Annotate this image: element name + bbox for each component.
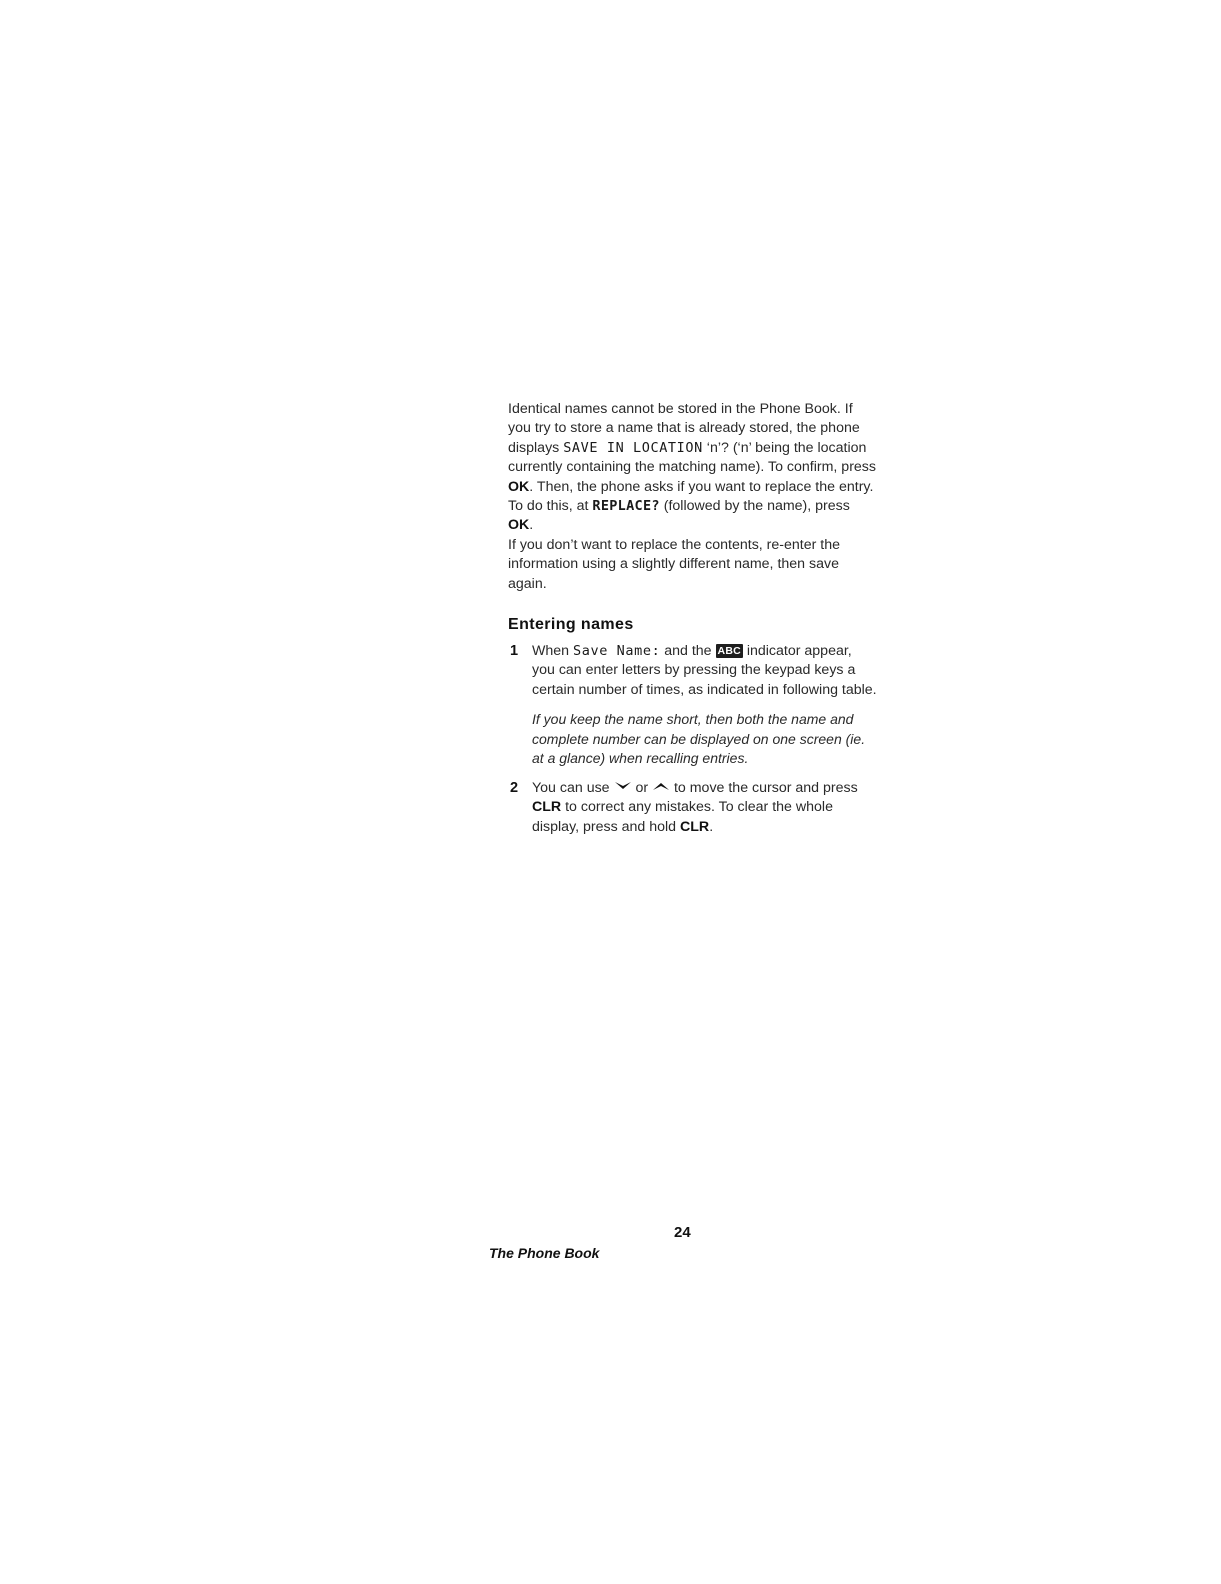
step-text [532,779,878,837]
step-text-part: to move the cursor and press [670,780,858,797]
step-text-part: indicator appear, you can enter letters by pressing the keypad keys a certain number of times, as indicated in following table. [532,643,877,698]
abc-indicator-icon: ABC [717,645,741,658]
down-arrow-icon [614,781,632,791]
paragraph-replace-contents: If you don’t want to replace the contents, re-enter the information using a slightly different name, then save again. [508,536,841,592]
paragraph-identical-names [508,400,878,536]
footer-section-title: The Phone Book [489,1245,600,1261]
paragraph-text: Identical names cannot be stored in the Phone Book. If you try to store a name that is already stored, the phone displays [508,401,860,456]
paragraph-text: (followed by the name), press [659,498,850,515]
lcd-text-save-name: Save Name: [573,643,661,660]
step-text-part: or [631,780,653,797]
key-clr: CLR [532,799,562,816]
paragraph-text: . Then, the phone asks if you want to replace the entry. To do this, at [508,478,874,515]
lcd-text-save-in-location: SAVE IN LOCATION [563,439,703,456]
key-clr: CLR [680,818,710,835]
key-ok: OK [508,517,530,534]
lcd-text-replace: REPLACE? [592,498,660,515]
step-number: 2 [510,780,519,797]
step-text-part: . [709,818,714,835]
steps-list [508,642,878,837]
step-text-part: and the [660,643,716,660]
key-ok: OK [508,478,530,495]
section-heading: Entering names [508,616,634,634]
up-arrow-icon [652,781,670,791]
page-content [508,400,878,837]
step-item [508,642,878,769]
step-text [532,642,878,700]
step-number: 1 [510,643,519,660]
paragraph-text: . [529,517,534,534]
step-item [508,779,878,837]
step-text-part: to correct any mistakes. To clear the whole display, press and hold [532,799,833,835]
step-text-part: You can use [532,780,614,797]
page-number: 24 [674,1224,691,1241]
step-note: If you keep the name short, then both the name and complete number can be displayed on one screen (ie. at a glance) when recalling entries. [532,711,866,767]
paragraph-text: ‘n’? (‘n’ being the location currently containing the matching name). To confirm, press [508,439,876,476]
step-text-part: When [532,643,574,660]
